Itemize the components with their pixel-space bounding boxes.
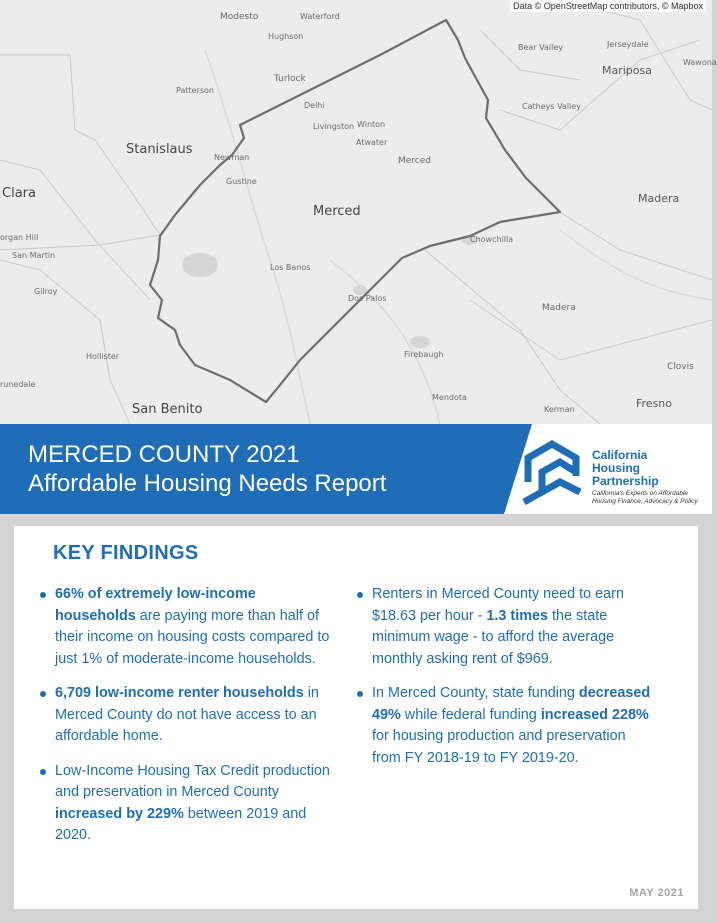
chp-logo-name bbox=[592, 449, 659, 488]
finding-lihtc-increase bbox=[38, 761, 330, 847]
finding-bold: 66% of extremely low-income households bbox=[55, 586, 256, 624]
label-waterford: Waterford bbox=[300, 12, 340, 21]
label-dos-palos: Dos Palos bbox=[348, 294, 387, 303]
label-winton: Winton bbox=[357, 120, 386, 129]
report-title bbox=[28, 440, 386, 498]
label-livingston: Livingston bbox=[313, 122, 355, 131]
finding-bold: 1.3 times bbox=[486, 607, 549, 624]
key-findings-card bbox=[14, 526, 698, 909]
chp-logo-tagline: California's Experts on Affordable Housing Finance, Advocacy & Policy bbox=[592, 490, 698, 505]
title-banner bbox=[0, 424, 712, 514]
label-patterson: Patterson bbox=[176, 86, 214, 95]
label-hughson: Hughson bbox=[268, 32, 304, 41]
label-los-banos: Los Banos bbox=[270, 263, 311, 272]
label-runedale: runedale bbox=[0, 380, 36, 389]
label-atwater: Atwater bbox=[356, 138, 388, 147]
finding-bold: increased by 229% bbox=[55, 805, 184, 822]
label-madera-city: Madera bbox=[542, 303, 576, 313]
label-modesto: Modesto bbox=[220, 12, 259, 22]
finding-cost-burden bbox=[38, 584, 330, 670]
label-kerman: Kerman bbox=[544, 405, 575, 414]
label-jerseydale: Jerseydale bbox=[607, 40, 649, 49]
finding-text: in Merced County do not have access to an affordable home. bbox=[55, 685, 319, 744]
report-title-line2: Affordable Housing Needs Report bbox=[28, 470, 387, 497]
label-madera-county: Madera bbox=[638, 192, 680, 205]
label-stanislaus: Stanislaus bbox=[126, 142, 193, 157]
finding-text: In Merced County, state funding bbox=[372, 685, 579, 701]
findings-right-column bbox=[355, 584, 651, 782]
chp-logo-mark-icon bbox=[520, 432, 590, 506]
label-san-martin: San Martin bbox=[12, 251, 56, 260]
label-turlock: Turlock bbox=[274, 74, 306, 84]
finding-funding-change bbox=[355, 683, 651, 769]
finding-wage-needed bbox=[355, 584, 651, 670]
label-gustine: Gustine bbox=[226, 177, 257, 186]
chp-logo bbox=[520, 432, 705, 508]
label-san-benito: San Benito bbox=[132, 402, 203, 417]
finding-bold: decreased 49% bbox=[372, 685, 651, 723]
key-findings-heading: KEY FINDINGS bbox=[53, 542, 199, 564]
label-gilroy: Gilroy bbox=[34, 287, 58, 296]
finding-no-affordable-home bbox=[38, 683, 330, 748]
finding-text: between 2019 and 2020. bbox=[55, 805, 307, 843]
finding-text: Renters in Merced County need to earn $18.63 per hour - bbox=[372, 586, 624, 624]
label-newman: Newman bbox=[214, 153, 250, 162]
report-title-line1: MERCED COUNTY 2021 bbox=[28, 441, 300, 468]
finding-text: while federal funding bbox=[400, 706, 541, 723]
finding-bold: increased 228% bbox=[540, 706, 649, 723]
label-bear-valley: Bear Valley bbox=[518, 43, 563, 52]
chp-logo-line2: Housing bbox=[592, 461, 640, 475]
label-mariposa: Mariposa bbox=[602, 64, 652, 77]
label-morgan-hill: organ Hill bbox=[0, 233, 39, 242]
label-wawona: Wawona bbox=[683, 58, 717, 67]
label-clovis: Clovis bbox=[667, 362, 694, 372]
finding-text: Low-Income Housing Tax Credit production and preservation in Merced County bbox=[55, 762, 330, 800]
finding-text: the state minimum wage - to afford the average monthly asking rent of $969. bbox=[372, 607, 615, 667]
report-date: MAY 2021 bbox=[629, 887, 684, 899]
findings-left-column bbox=[38, 584, 330, 860]
finding-bold: 6,709 low-income renter households bbox=[55, 685, 304, 701]
finding-text: are paying more than half of their income on housing costs compared to just 1% of moderate-income households. bbox=[55, 607, 330, 667]
finding-text: for housing production and preservation from FY 2018-19 to FY 2019-20. bbox=[372, 728, 626, 766]
label-merced-city: Merced bbox=[398, 156, 432, 166]
label-clara: Clara bbox=[2, 186, 36, 201]
county-map bbox=[0, 0, 717, 424]
chp-logo-line3: Partnership bbox=[592, 474, 659, 488]
label-mendota: Mendota bbox=[432, 393, 467, 402]
label-hollister: Hollister bbox=[86, 352, 120, 361]
label-delhi: Delhi bbox=[304, 101, 325, 110]
chp-logo-line1: California bbox=[592, 448, 648, 462]
label-merced-county: Merced bbox=[313, 204, 361, 219]
label-catheys-valley: Catheys Valley bbox=[522, 102, 581, 111]
map-attribution[interactable]: Data © OpenStreetMap contributors, © Mapbox bbox=[510, 0, 706, 12]
label-fresno: Fresno bbox=[636, 397, 673, 410]
label-firebaugh: Firebaugh bbox=[404, 350, 444, 359]
label-chowchilla: Chowchilla bbox=[470, 235, 514, 244]
